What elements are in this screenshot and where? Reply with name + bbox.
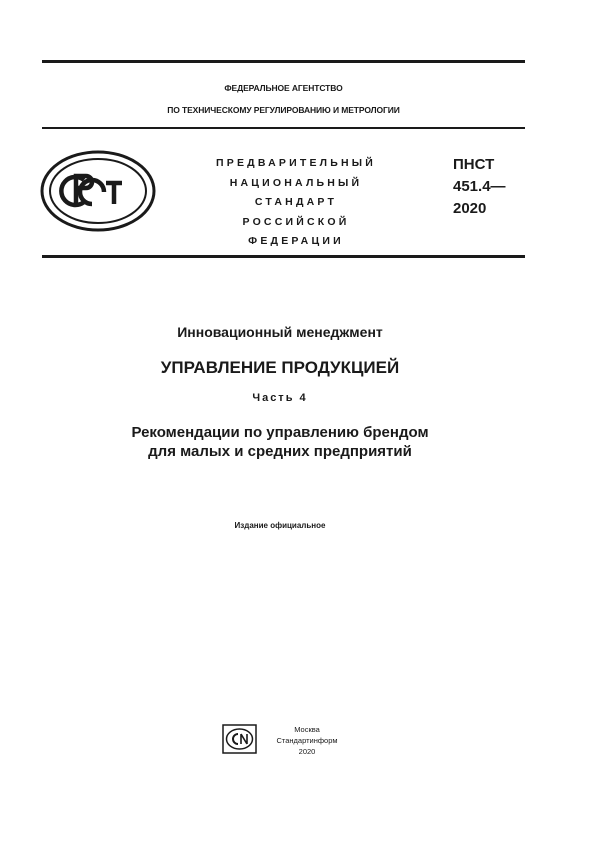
publisher-name: Стандартинформ — [276, 736, 338, 745]
part-label: Часть 4 — [252, 392, 308, 404]
subtitle-line-1: Рекомендации по управлению брендом — [131, 424, 429, 441]
publisher-imprint — [262, 724, 352, 757]
agency-line-1: ФЕДЕРАЛЬНОЕ АГЕНТСТВО — [224, 83, 343, 93]
agency-line-2: ПО ТЕХНИЧЕСКОМУ РЕГУЛИРОВАНИЮ И МЕТРОЛОГИИ — [167, 105, 400, 115]
main-title: УПРАВЛЕНИЕ ПРОДУКЦИЕЙ — [160, 358, 400, 377]
standard-code-prefix: ПНСТ — [453, 156, 495, 173]
standard-type-block — [196, 154, 396, 252]
standartinform-logo — [222, 724, 257, 754]
standard-type-line-5: ФЕДЕРАЦИИ — [248, 235, 344, 247]
series-title: Инновационный менеджмент — [177, 324, 383, 340]
publisher-city: Москва — [294, 725, 320, 734]
edition-label: Издание официальное — [234, 521, 326, 530]
emblem-rule — [42, 255, 525, 258]
publisher-year: 2020 — [298, 747, 316, 756]
header-rule — [42, 127, 525, 129]
standard-code-year: 2020 — [453, 200, 487, 217]
standard-type-line-2: НАЦИОНАЛЬНЫЙ — [229, 176, 363, 189]
svg-text:РСТ: РСТ — [40, 150, 42, 151]
standard-code-number: 451.4— — [453, 178, 506, 195]
standard-code — [453, 154, 506, 220]
standard-type-line-4: РОССИЙСКОЙ — [242, 215, 350, 228]
subtitle-line-2: для малых и средних предприятий — [148, 443, 412, 460]
standard-type-line-3: СТАНДАРТ — [254, 196, 338, 208]
rst-emblem-logo — [40, 150, 156, 232]
standard-type-line-1: ПРЕДВАРИТЕЛЬНЫЙ — [216, 157, 376, 169]
top-rule — [42, 60, 525, 63]
